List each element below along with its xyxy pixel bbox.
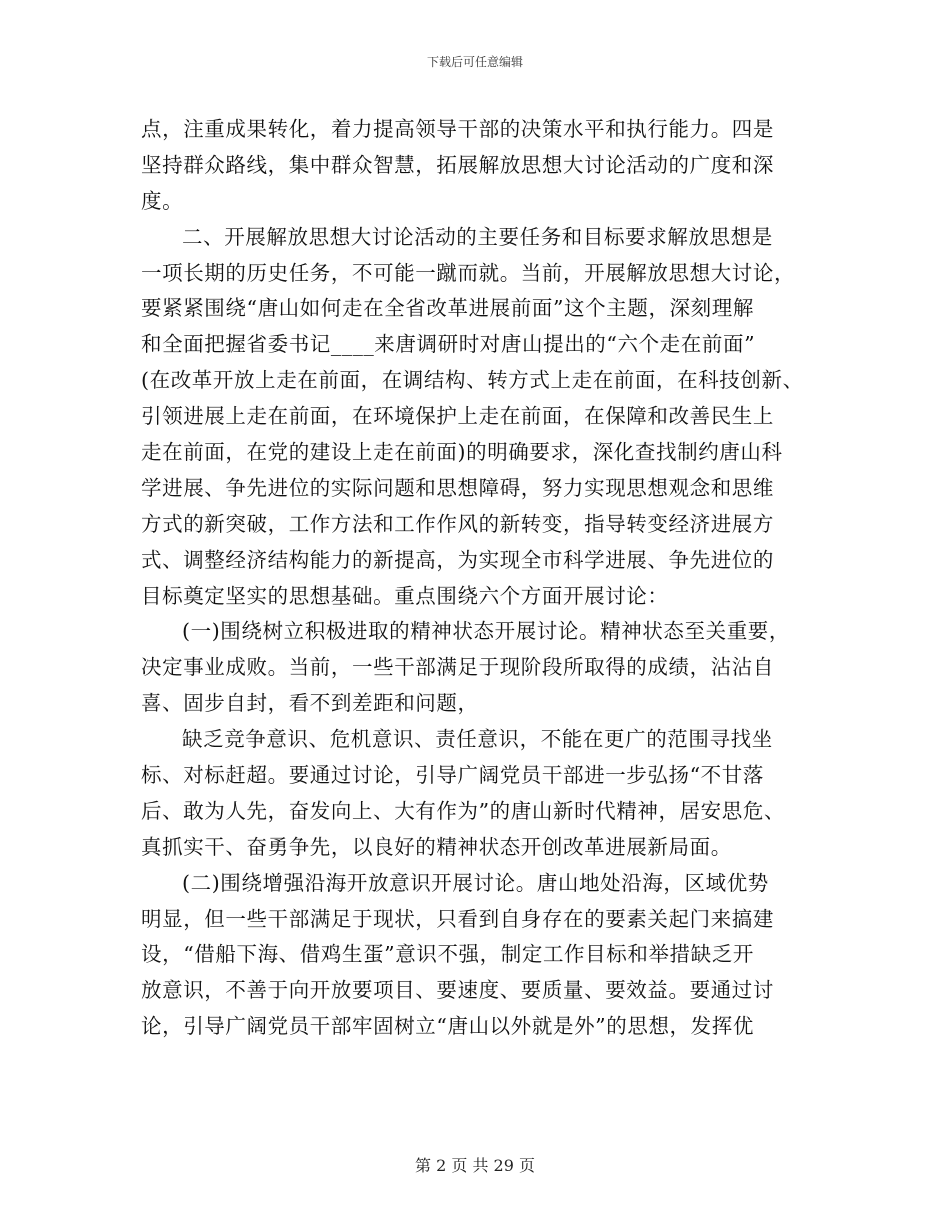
text-line: (一)围绕树立积极进取的精神状态开展讨论。精神状态至关重要，: [182, 619, 790, 644]
text-line: 论，引导广阔党员干部牢固树立“唐山以外就是外”的思想，发挥优: [141, 1014, 754, 1039]
text-line: 标、对标赶超。要通过讨论，引导广阔党员干部进一步弘扬“不甘落: [141, 763, 764, 788]
text-line: 二、开展解放思想大讨论活动的主要任务和目标要求解放思想是: [182, 224, 773, 249]
text-line: 明显，但一些干部满足于现状，只看到自身存在的要素关起门来搞建: [141, 906, 774, 931]
text-line: 和全面把握省委书记____来唐调研时对唐山提出的“六个走在前面”: [141, 332, 756, 357]
text-line: 目标奠定坚实的思想基础。重点围绕六个方面开展讨论：: [141, 583, 669, 608]
text-line: 度。: [141, 188, 184, 213]
text-line: 坚持群众路线，集中群众智慧，拓展解放思想大讨论活动的广度和深: [141, 152, 774, 177]
text-line: 喜、固步自封，看不到差距和问题，: [141, 691, 479, 716]
page-header: 下载后可任意编辑: [426, 55, 523, 69]
text-line: 决定事业成败。当前，一些干部满足于现阶段所取得的成绩，沾沾自: [141, 655, 774, 680]
text-line: 点，注重成果转化，着力提高领导干部的决策水平和执行能力。四是: [141, 117, 774, 141]
page-number: 第 2 页 共 29 页: [415, 1156, 535, 1175]
text-line: 引领进展上走在前面，在环境保护上走在前面，在保障和改善民生上: [141, 404, 774, 429]
document-body: [141, 112, 831, 1045]
text-line: 学进展、争先进位的实际问题和思想障碍，努力实现思想观念和思维: [141, 475, 774, 500]
text-line: 后、敢为人先，奋发向上、大有作为”的唐山新时代精神，居安思危、: [141, 798, 786, 823]
text-line: (二)围绕增强沿海开放意识开展讨论。唐山地处沿海，区域优势: [182, 870, 769, 895]
text-line: 要紧紧围绕“唐山如何走在全省改革进展前面”这个主题，深刻理解: [141, 296, 754, 321]
text-line: 缺乏竞争意识、危机意识、责任意识，不能在更广的范围寻找坐: [182, 727, 773, 752]
text-line: 放意识，不善于向开放要项目、要速度、要质量、要效益。要通过讨: [141, 978, 774, 1003]
text-line: 方式的新突破，工作方法和工作作风的新转变，指导转变经济进展方: [141, 511, 774, 536]
text-line: 式、调整经济结构能力的新提高，为实现全市科学进展、争先进位的: [141, 547, 774, 572]
text-line: 真抓实干、奋勇争先，以良好的精神状态开创改革进展新局面。: [141, 834, 732, 859]
text-line: (在改革开放上走在前面，在调结构、转方式上走在前面，在科技创新、: [141, 368, 804, 393]
text-line: 走在前面，在党的建设上走在前面)的明确要求，深化查找制约唐山科: [141, 440, 783, 465]
text-line: 一项长期的历史任务，不可能一蹴而就。当前，开展解放思想大讨论，: [141, 260, 796, 285]
text-line: 设，“借船下海、借鸡生蛋”意识不强，制定工作目标和举措缺乏开: [141, 942, 754, 967]
